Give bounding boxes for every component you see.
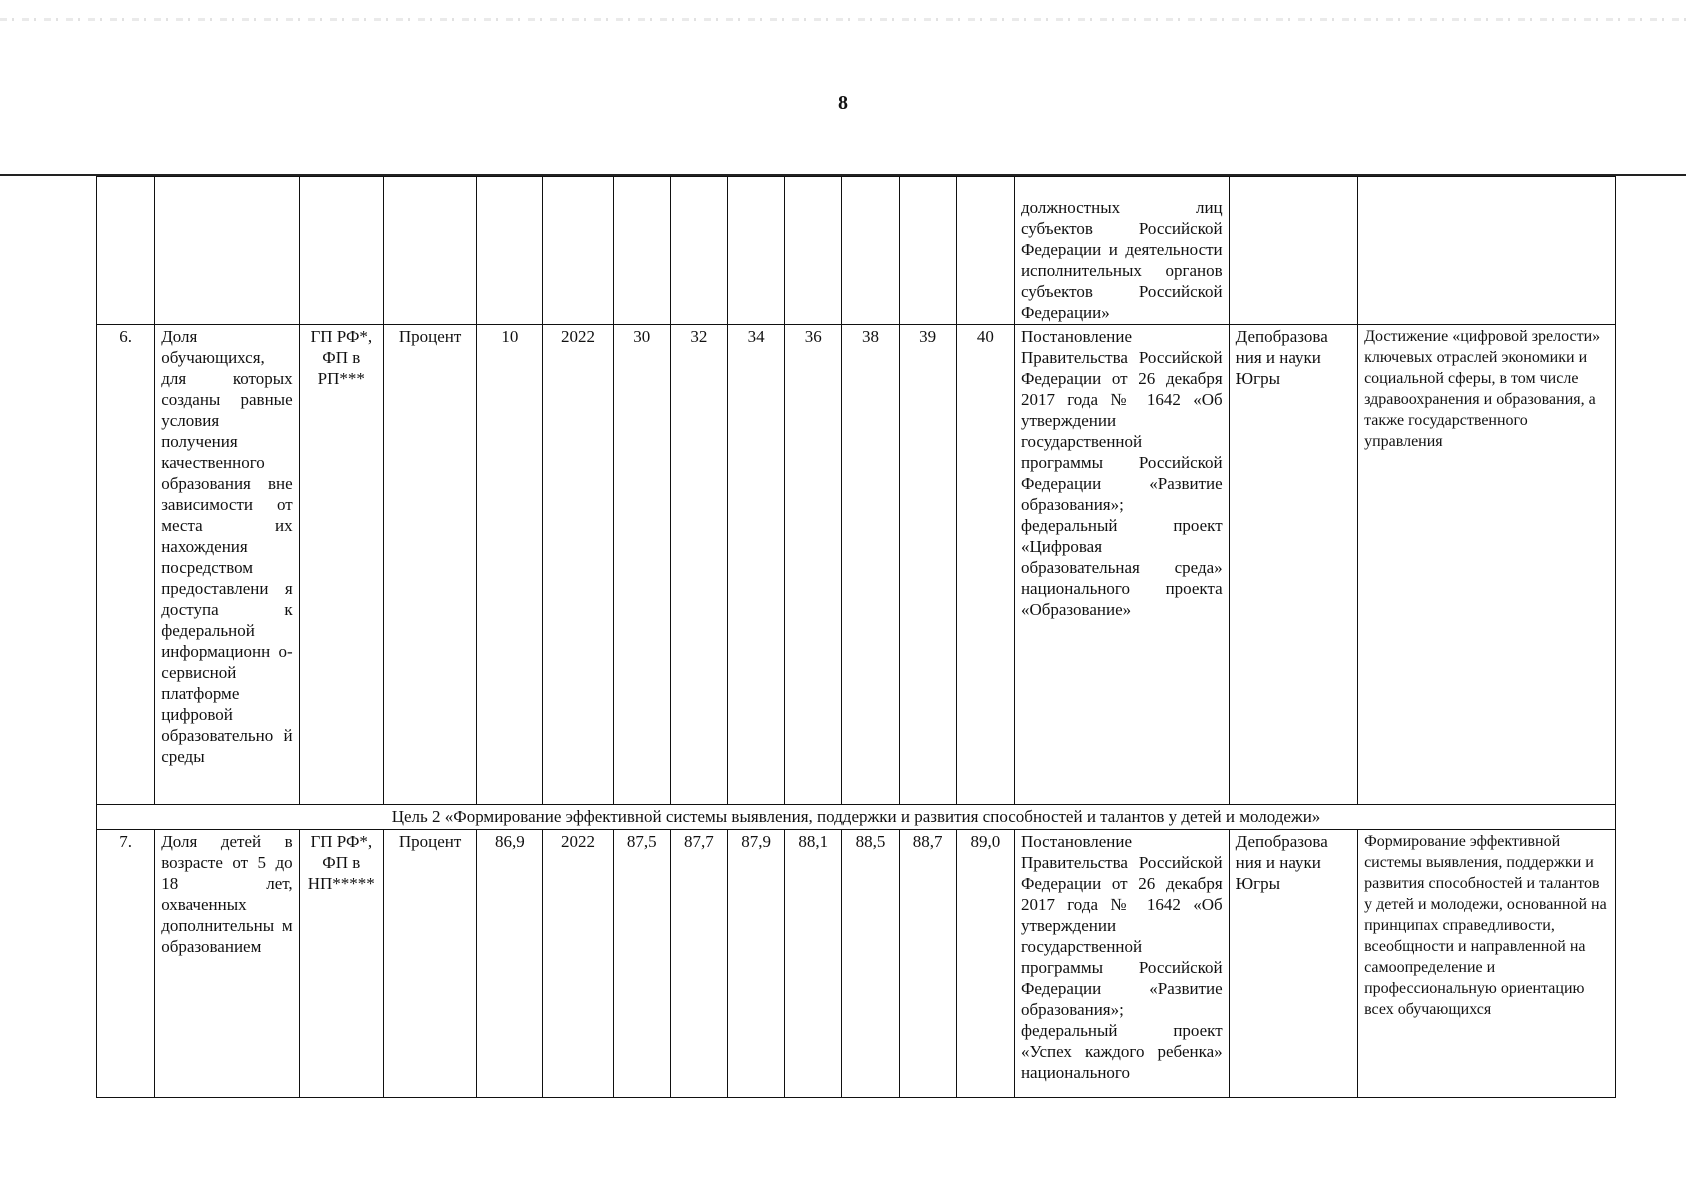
cell-base-year: 2022 [543, 830, 613, 1098]
cell-empty [899, 177, 956, 325]
cell-indicator-name: Доля детей в возрасте от 5 до 18 лет, охваченных дополнительны м образованием [155, 830, 299, 1098]
cell-empty [477, 177, 543, 325]
cell-empty [383, 177, 476, 325]
cell-link: Формирование эффективной системы выявления, поддержки и развития способностей и талантов у детей и молодежи, основанной на принципах справедливости, всеобщности и направленной на самоопределение и профессиональную ориентацию всех обучающихся [1358, 830, 1616, 1098]
cell-year-value: 32 [670, 325, 727, 805]
table-row-goal-2 [97, 805, 1616, 830]
cell-empty [956, 177, 1014, 325]
cell-empty [613, 177, 670, 325]
cell-document: Постановление Правительства Российской Федерации от 26 декабря 2017 года № 1642 «Об утверждении государственной программы Российской Федерации «Развитие образования»; федеральный проект «Успех каждого ребенка» национального [1014, 830, 1229, 1098]
page-number: 8 [838, 92, 848, 114]
cell-empty [155, 177, 299, 325]
cell-year-value: 40 [956, 325, 1014, 805]
cell-base-value: 10 [477, 325, 543, 805]
cell-unit: Процент [383, 830, 476, 1098]
cell-empty [543, 177, 613, 325]
scan-edge-artifact [0, 18, 1686, 21]
cell-level: ГП РФ*, ФП в НП***** [299, 830, 383, 1098]
table-row-6 [97, 325, 1616, 805]
cell-year-value: 34 [728, 325, 785, 805]
cell-year-value: 36 [785, 325, 842, 805]
cell-row-number: 6. [97, 325, 155, 805]
cell-base-value: 86,9 [477, 830, 543, 1098]
cell-year-value: 30 [613, 325, 670, 805]
cell-row-number: 7. [97, 830, 155, 1098]
cell-link: Достижение «цифровой зрелости» ключевых отраслей экономики и социальной сферы, в том числе здравоохранения и образования, а также государственного управления [1358, 325, 1616, 805]
cell-responsible: Депобразова ния и науки Югры [1229, 325, 1357, 805]
cell-empty [842, 177, 899, 325]
cell-year-value: 88,5 [842, 830, 899, 1098]
cell-empty [785, 177, 842, 325]
cell-empty [299, 177, 383, 325]
cell-year-value: 89,0 [956, 830, 1014, 1098]
cell-document-continuation: должностных лиц субъектов Российской Федерации и деятельности исполнительных органов субъектов Российской Федерации» [1014, 177, 1229, 325]
cell-responsible: Депобразова ния и науки Югры [1229, 830, 1357, 1098]
cell-year-value: 87,5 [613, 830, 670, 1098]
cell-year-value: 87,9 [728, 830, 785, 1098]
cell-empty [1358, 177, 1616, 325]
table-row-continuation [97, 177, 1616, 325]
goal-heading: Цель 2 «Формирование эффективной системы выявления, поддержки и развития способностей и талантов у детей и молодежи» [97, 805, 1616, 830]
cell-unit: Процент [383, 325, 476, 805]
cell-year-value: 39 [899, 325, 956, 805]
cell-year-value: 38 [842, 325, 899, 805]
cell-base-year: 2022 [543, 325, 613, 805]
cell-empty [97, 177, 155, 325]
cell-year-value: 88,1 [785, 830, 842, 1098]
cell-empty [728, 177, 785, 325]
cell-document: Постановление Правительства Российской Федерации от 26 декабря 2017 года № 1642 «Об утверждении государственной программы Российской Федерации «Развитие образования»; федеральный проект «Цифровая образовательная среда» национального проекта «Образование» [1014, 325, 1229, 805]
indicators-table [96, 176, 1616, 1098]
cell-empty [670, 177, 727, 325]
cell-level: ГП РФ*, ФП в РП*** [299, 325, 383, 805]
cell-year-value: 87,7 [670, 830, 727, 1098]
cell-indicator-name: Доля обучающихся, для которых созданы равные условия получения качественного образования вне зависимости от места их нахождения посредством предоставлени я доступа к федеральной информационн о-сервисной платформе цифровой образовательно й среды [155, 325, 299, 805]
table-row-7 [97, 830, 1616, 1098]
cell-empty [1229, 177, 1357, 325]
cell-year-value: 88,7 [899, 830, 956, 1098]
